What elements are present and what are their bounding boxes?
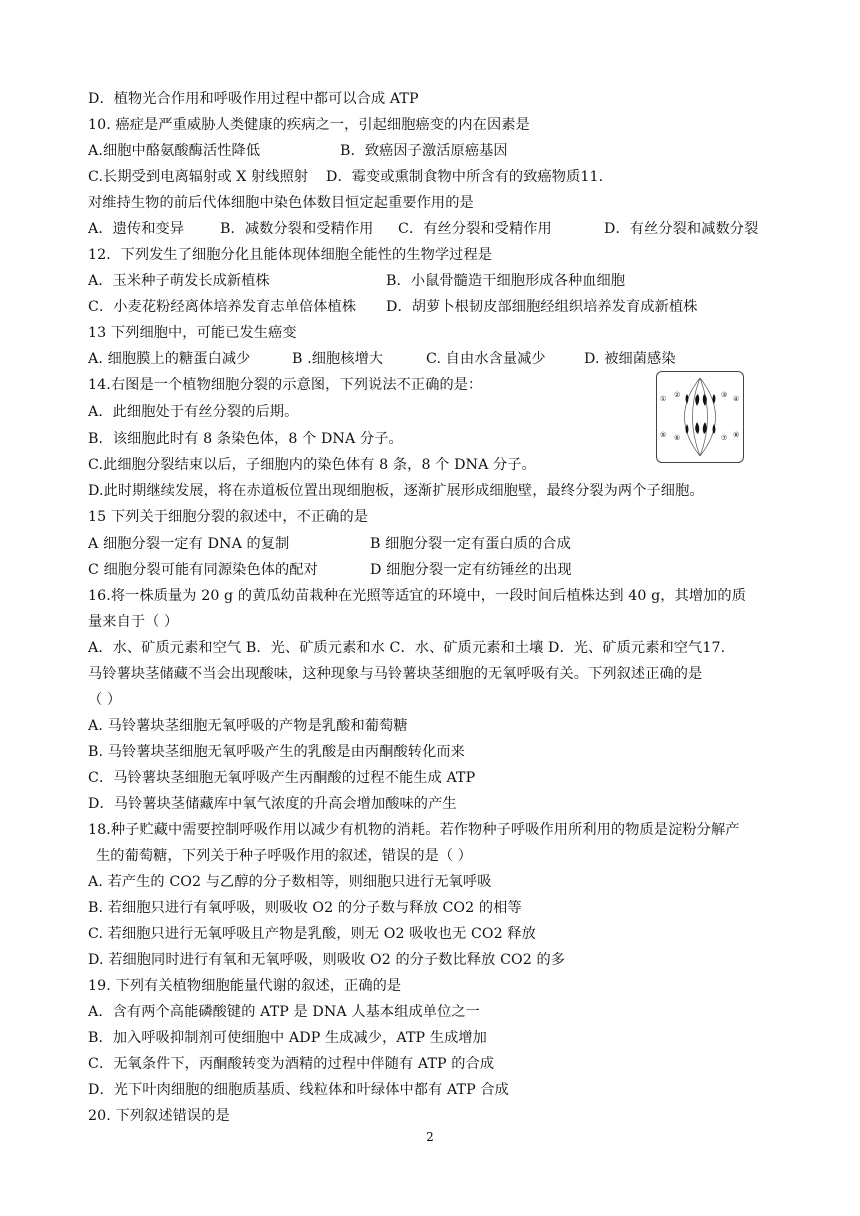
q15-options-ab (88, 535, 571, 553)
q19-option-b: B．加入呼吸抑制剂可使细胞中 ADP 生成减少，ATP 生成增加 (88, 1030, 487, 1046)
q17-stem: 马铃薯块茎储藏不当会出现酸味，这种现象与马铃薯块茎细胞的无氧呼吸有关。下列叙述正确的是 (88, 666, 703, 682)
q12-options-cd (88, 298, 698, 316)
q11-option-c: C．有丝分裂和受精作用 (398, 221, 552, 237)
q15-options-cd (88, 561, 572, 579)
q9-option-d: D．植物光合作用和呼吸作用过程中都可以合成 ATP (88, 91, 419, 107)
figure-label-4: ④ (733, 395, 740, 403)
q17-bracket: （ ） (88, 692, 122, 708)
figure-label-5: ⑤ (660, 431, 667, 439)
q11-stem: 对维持生物的前后代体细胞中染色体数目恒定起重要作用的是 (88, 195, 474, 211)
q10-option-a: A.细胞中酪氨酸酶活性降低 (88, 143, 261, 159)
q17-option-d: D．马铃薯块茎储藏库中氧气浓度的升高会增加酸味的产生 (88, 796, 457, 812)
q15-option-a: A 细胞分裂一定有 DNA 的复制 (88, 536, 290, 552)
q10-options-ab (88, 142, 508, 160)
figure-labels (660, 391, 739, 442)
q20-stem: 20. 下列叙述错误的是 (88, 1108, 230, 1124)
q12-option-a: A．玉米种子萌发长成新植株 (88, 273, 270, 289)
q16-stem-line1: 16.将一株质量为 20 g 的黄瓜幼苗栽种在光照等适宜的环境中，一段时间后植株达到 40 g，其增加的质 (88, 588, 746, 604)
q12-option-b: B．小鼠骨髓造干细胞形成各种血细胞 (386, 273, 626, 289)
q18-option-b: B. 若细胞只进行有氧呼吸，则吸收 O2 的分子数与释放 CO2 的相等 (88, 900, 522, 916)
q17-option-b: B. 马铃薯块茎细胞无氧呼吸产生的乳酸是由丙酮酸转化而来 (88, 744, 465, 760)
q14-option-c: C.此细胞分裂结束以后，子细胞内的染色体有 8 条，8 个 DNA 分子。 (88, 457, 536, 473)
q14-option-d: D.此时期继续发展，将在赤道板位置出现细胞板，逐渐扩展形成细胞壁，最终分裂为两个子细胞。 (88, 483, 704, 499)
q17-option-a: A. 马铃薯块茎细胞无氧呼吸的产物是乳酸和葡萄糖 (88, 718, 408, 734)
q16-options: A．水、矿质元素和空气 B．光、矿质元素和水 C．水、矿质元素和土壤 D．光、矿质元素和空气17. (88, 640, 726, 656)
cell-division-figure (656, 371, 744, 463)
q12-options-ab (88, 272, 625, 290)
q13-options (88, 350, 676, 368)
q13-option-d: D. 被细菌感染 (584, 351, 676, 367)
q10-option-c: C.长期受到电离辐射或 X 射线照射 (88, 169, 309, 185)
q13-option-a: A. 细胞膜上的糖蛋白减少 (88, 351, 251, 367)
q18-stem-line1: 18.种子贮藏中需要控制呼吸作用以减少有机物的消耗。若作物种子呼吸作用所利用的物质是淀粉分解产 (88, 822, 740, 838)
q19-stem: 19. 下列有关植物细胞能量代谢的叙述，正确的是 (88, 978, 402, 994)
q15-option-d: D 细胞分裂一定有纺锤丝的出现 (370, 562, 572, 578)
q12-option-d: D．胡萝卜根韧皮部细胞经组织培养发育成新植株 (386, 299, 698, 315)
figure-label-1: ① (660, 395, 667, 403)
q12-stem: 12．下列发生了细胞分化且能体现体细胞全能性的生物学过程是 (88, 247, 493, 263)
q15-option-b: B 细胞分裂一定有蛋白质的合成 (370, 536, 571, 552)
q13-option-c: C. 自由水含量减少 (426, 351, 546, 367)
figure-label-6: ⑥ (674, 434, 681, 442)
q17-option-c: C．马铃薯块茎细胞无氧呼吸产生丙酮酸的过程不能生成 ATP (88, 770, 476, 786)
q13-stem: 13 下列细胞中，可能已发生癌变 (88, 325, 297, 341)
figure-label-2: ② (674, 391, 681, 399)
spindle-fibers (685, 378, 716, 456)
q11-option-b: B．减数分裂和受精作用 (220, 221, 374, 237)
figure-label-7: ⑦ (721, 434, 728, 442)
lower-chromosomes (686, 422, 716, 434)
q14-option-a: A．此细胞处于有丝分裂的后期。 (88, 404, 299, 420)
q11-options (88, 220, 758, 238)
q13-option-b: B .细胞核增大 (292, 351, 384, 367)
q14-stem: 14.右图是一个植物细胞分裂的示意图，下列说法不正确的是： (88, 377, 483, 393)
q18-option-c: C. 若细胞只进行无氧呼吸且产物是乳酸，则无 O2 吸收也无 CO2 释放 (88, 926, 536, 942)
q10-options-cd (88, 168, 603, 186)
q19-option-d: D．光下叶肉细胞的细胞质基质、线粒体和叶绿体中都有 ATP 合成 (88, 1082, 509, 1098)
page-number: 2 (426, 1130, 434, 1144)
q10-option-d: D．霉变或熏制食物中所含有的致癌物质11. (326, 169, 604, 185)
cell-division-diagram (657, 372, 743, 462)
q14-option-b: B．该细胞此时有 8 条染色体，8 个 DNA 分子。 (88, 431, 403, 447)
q19-option-c: C．无氧条件下，丙酮酸转变为酒精的过程中伴随有 ATP 的合成 (88, 1056, 495, 1072)
q11-option-a: A．遗传和变异 (88, 221, 185, 237)
q12-option-c: C．小麦花粉经离体培养发育志单倍体植株 (88, 299, 357, 315)
q19-option-a: A．含有两个高能磷酸键的 ATP 是 DNA 人基本组成单位之一 (88, 1004, 480, 1020)
q15-stem: 15 下列关于细胞分裂的叙述中，不正确的是 (88, 509, 369, 525)
figure-label-3: ③ (721, 391, 728, 399)
q10-option-b: B．致癌因子激活原癌基因 (340, 143, 508, 159)
q10-stem: 10. 癌症是严重威胁人类健康的疾病之一，引起细胞癌变的内在因素是 (88, 117, 530, 133)
q18-option-a: A. 若产生的 CO2 与乙醇的分子数相等，则细胞只进行无氧呼吸 (88, 874, 492, 890)
q18-stem-line2: 生的葡萄糖，下列关于种子呼吸作用的叙述，错误的是（ ） (96, 848, 473, 864)
q11-option-d: D．有丝分裂和减数分裂 (604, 221, 759, 237)
q18-option-d: D. 若细胞同时进行有氧和无氧呼吸，则吸收 O2 的分子数比释放 CO2 的多 (88, 952, 566, 968)
q16-stem-line2: 量来自于（ ） (88, 614, 179, 630)
figure-label-8: ⑧ (733, 431, 740, 439)
q15-option-c: C 细胞分裂可能有同源染色体的配对 (88, 562, 318, 578)
